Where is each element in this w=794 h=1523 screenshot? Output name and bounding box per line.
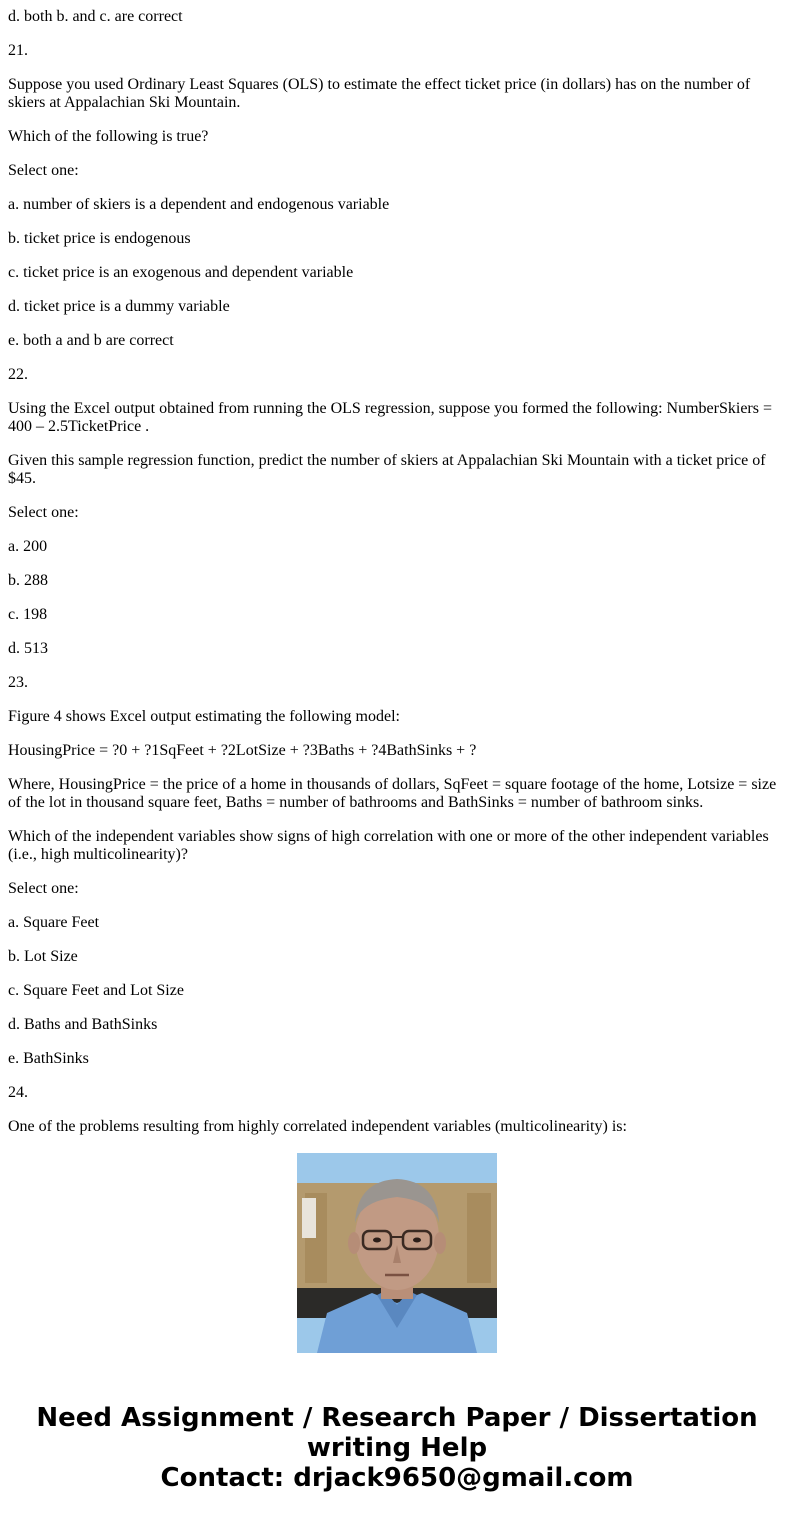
- promo-headline: Need Assignment / Research Paper / Dissertation: [36, 1403, 758, 1433]
- option-text: b. Lot Size: [8, 948, 78, 965]
- person-photo-icon: [297, 1153, 497, 1353]
- question-text: Which of the following is true?: [8, 128, 209, 145]
- option-text: b. 288: [8, 572, 48, 589]
- question-number: 23.: [8, 674, 28, 691]
- option-text: a. number of skiers is a dependent and endogenous variable: [8, 196, 390, 213]
- select-instruction: Select one:: [8, 162, 79, 179]
- option-text: a. 200: [8, 538, 48, 555]
- option-text: c. 198: [8, 606, 48, 623]
- option-text: c. ticket price is an exogenous and dependent variable: [8, 264, 354, 281]
- question-text: Using the Excel output obtained from running the OLS regression, suppose you formed the following: NumberSkiers = 400 – 2.5TicketPrice .: [8, 400, 773, 435]
- question-text: HousingPrice = ?0 + ?1SqFeet + ?2LotSize + ?3Baths + ?4BathSinks + ?: [8, 742, 477, 759]
- option-text: d. ticket price is a dummy variable: [8, 298, 230, 315]
- option-text: d. Baths and BathSinks: [8, 1016, 158, 1033]
- question-text: Figure 4 shows Excel output estimating the following model:: [8, 708, 400, 725]
- question-number: 21.: [8, 42, 28, 59]
- promo-text: [0, 1403, 794, 1493]
- promo-subheadline: writing Help: [306, 1433, 488, 1463]
- option-text: b. ticket price is endogenous: [8, 230, 191, 247]
- option-text: d. 513: [8, 640, 48, 657]
- question-text: Where, HousingPrice = the price of a home in thousands of dollars, SqFeet = square footage of the home, Lotsize = size of the lot in thousand square feet, Baths = number of bathrooms and BathSinks = number of bathroom sinks.: [8, 776, 777, 811]
- option-text: c. Square Feet and Lot Size: [8, 982, 184, 999]
- promo-banner: [0, 1130, 794, 1523]
- question-text: Given this sample regression function, predict the number of skiers at Appalachian Ski Mountain with a ticket price of $45.: [8, 452, 766, 487]
- question-number: 22.: [8, 366, 28, 383]
- avatar: [297, 1153, 497, 1353]
- select-instruction: Select one:: [8, 880, 79, 897]
- document-content: [8, 0, 786, 1135]
- question-text: Which of the independent variables show signs of high correlation with one or more of the other independent variables (i.e., high multicolinearity)?: [8, 828, 769, 863]
- question-text: One of the problems resulting from highly correlated independent variables (multicolinearity) is:: [8, 1118, 627, 1135]
- promo-contact: Contact: drjack9650@gmail.com: [160, 1463, 634, 1493]
- option-text: e. BathSinks: [8, 1050, 89, 1067]
- question-number: 24.: [8, 1084, 28, 1101]
- select-instruction: Select one:: [8, 504, 79, 521]
- option-text: d. both b. and c. are correct: [8, 8, 183, 25]
- option-text: e. both a and b are correct: [8, 332, 174, 349]
- option-text: a. Square Feet: [8, 914, 100, 931]
- question-text: Suppose you used Ordinary Least Squares (OLS) to estimate the effect ticket price (in dollars) has on the number of skiers at Appalachian Ski Mountain.: [8, 76, 751, 111]
